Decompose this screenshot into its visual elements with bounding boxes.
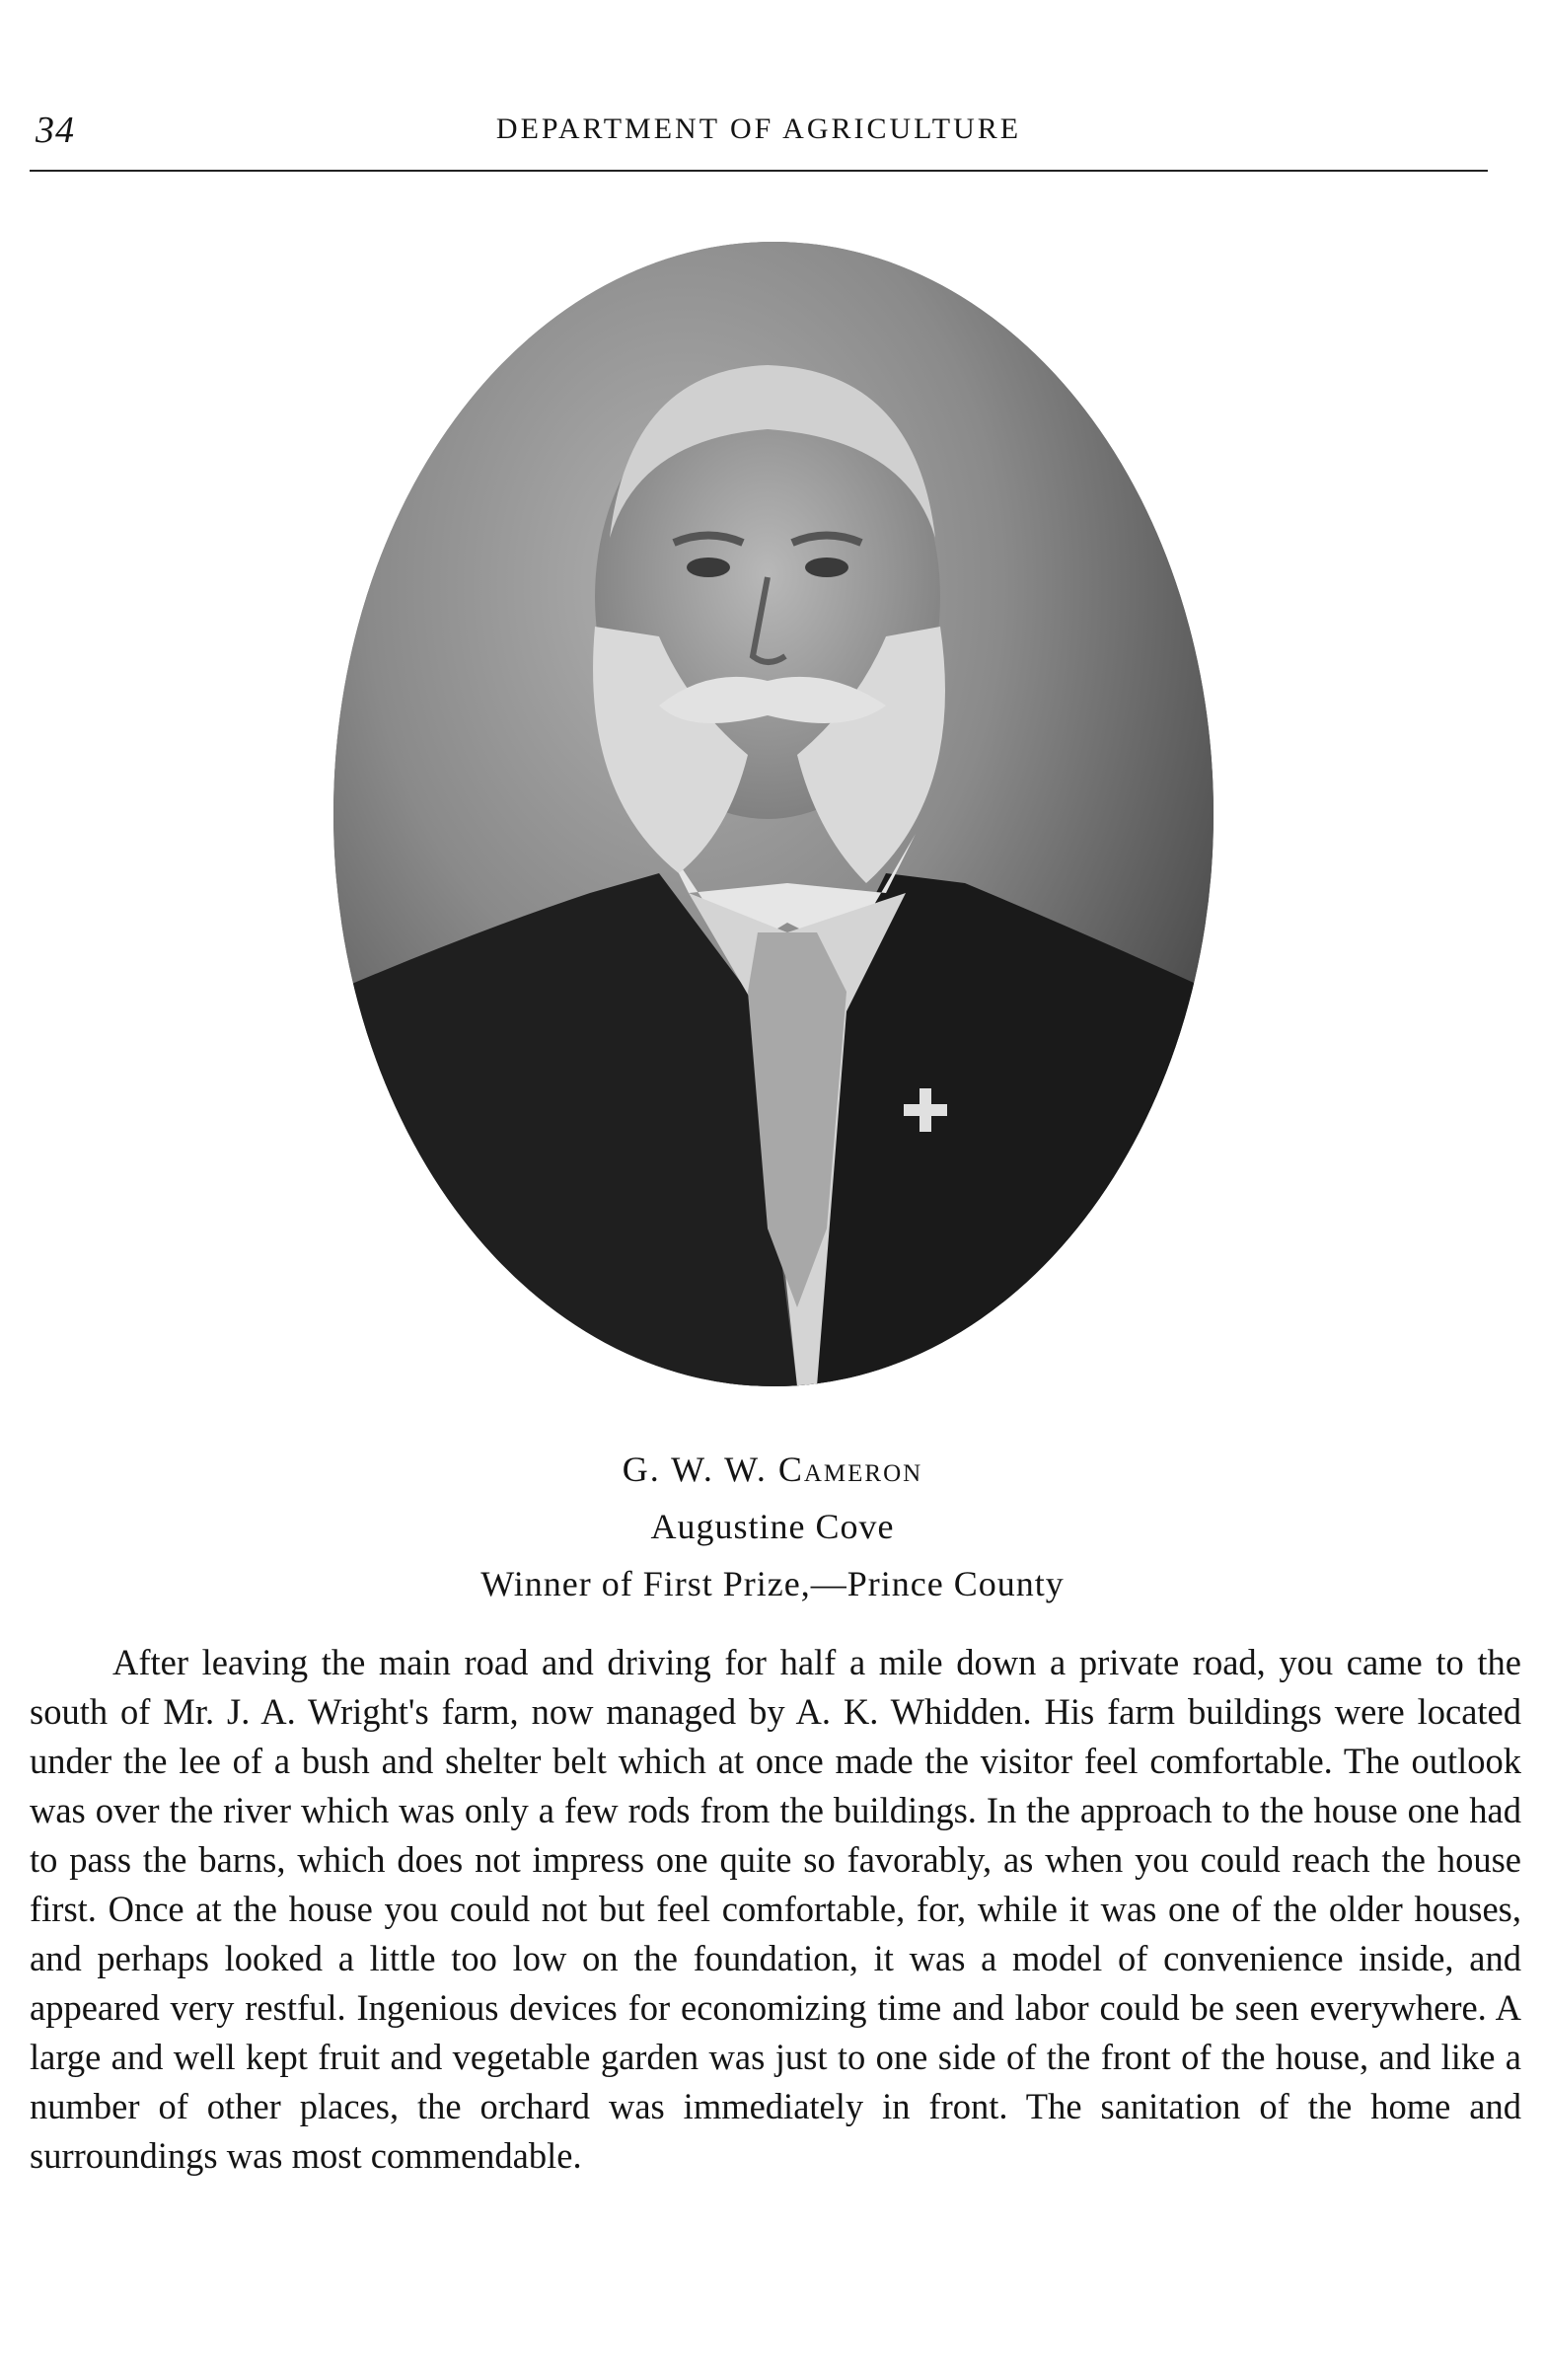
portrait-illustration <box>333 242 1214 1386</box>
page-number: 34 <box>36 110 75 151</box>
page-header <box>30 107 1488 166</box>
header-rule <box>30 170 1488 172</box>
running-head: DEPARTMENT OF AGRICULTURE <box>495 112 1022 145</box>
caption-name: G. W. W. Cameron <box>622 1450 923 1489</box>
caption-place: Augustine Cove <box>650 1507 895 1546</box>
caption-prize: Winner of First Prize,—Prince County <box>480 1564 1065 1603</box>
portrait-photo <box>333 242 1214 1386</box>
body-paragraph: After leaving the main road and driving for half a mile down a private road, you came to the south of Mr. J. A. Wright's farm, now managed by A. K. Whidden. His farm buildings were located under the lee of a bush and shelter belt which at once made the visitor feel comfortable. The outlook was over the river which was only a few rods from the buildings. In the approach to the house one had to pass the barns, which does not impress one quite so favorably, as when you could reach the house first. Once at the house you could not but feel comfortable, for, while it was one of the older houses, and perhaps looked a little too low on the foundation, it was a model of convenience inside, and appeared very restful. Ingenious devices for economizing time and labor could be seen everywhere. A large and well kept fruit and vegetable garden was just to one side of the front of the house, and like a number of other places, the orchard was immediately in front. The sanitation of the home and surroundings was most commendable. <box>30 1642 1521 2176</box>
